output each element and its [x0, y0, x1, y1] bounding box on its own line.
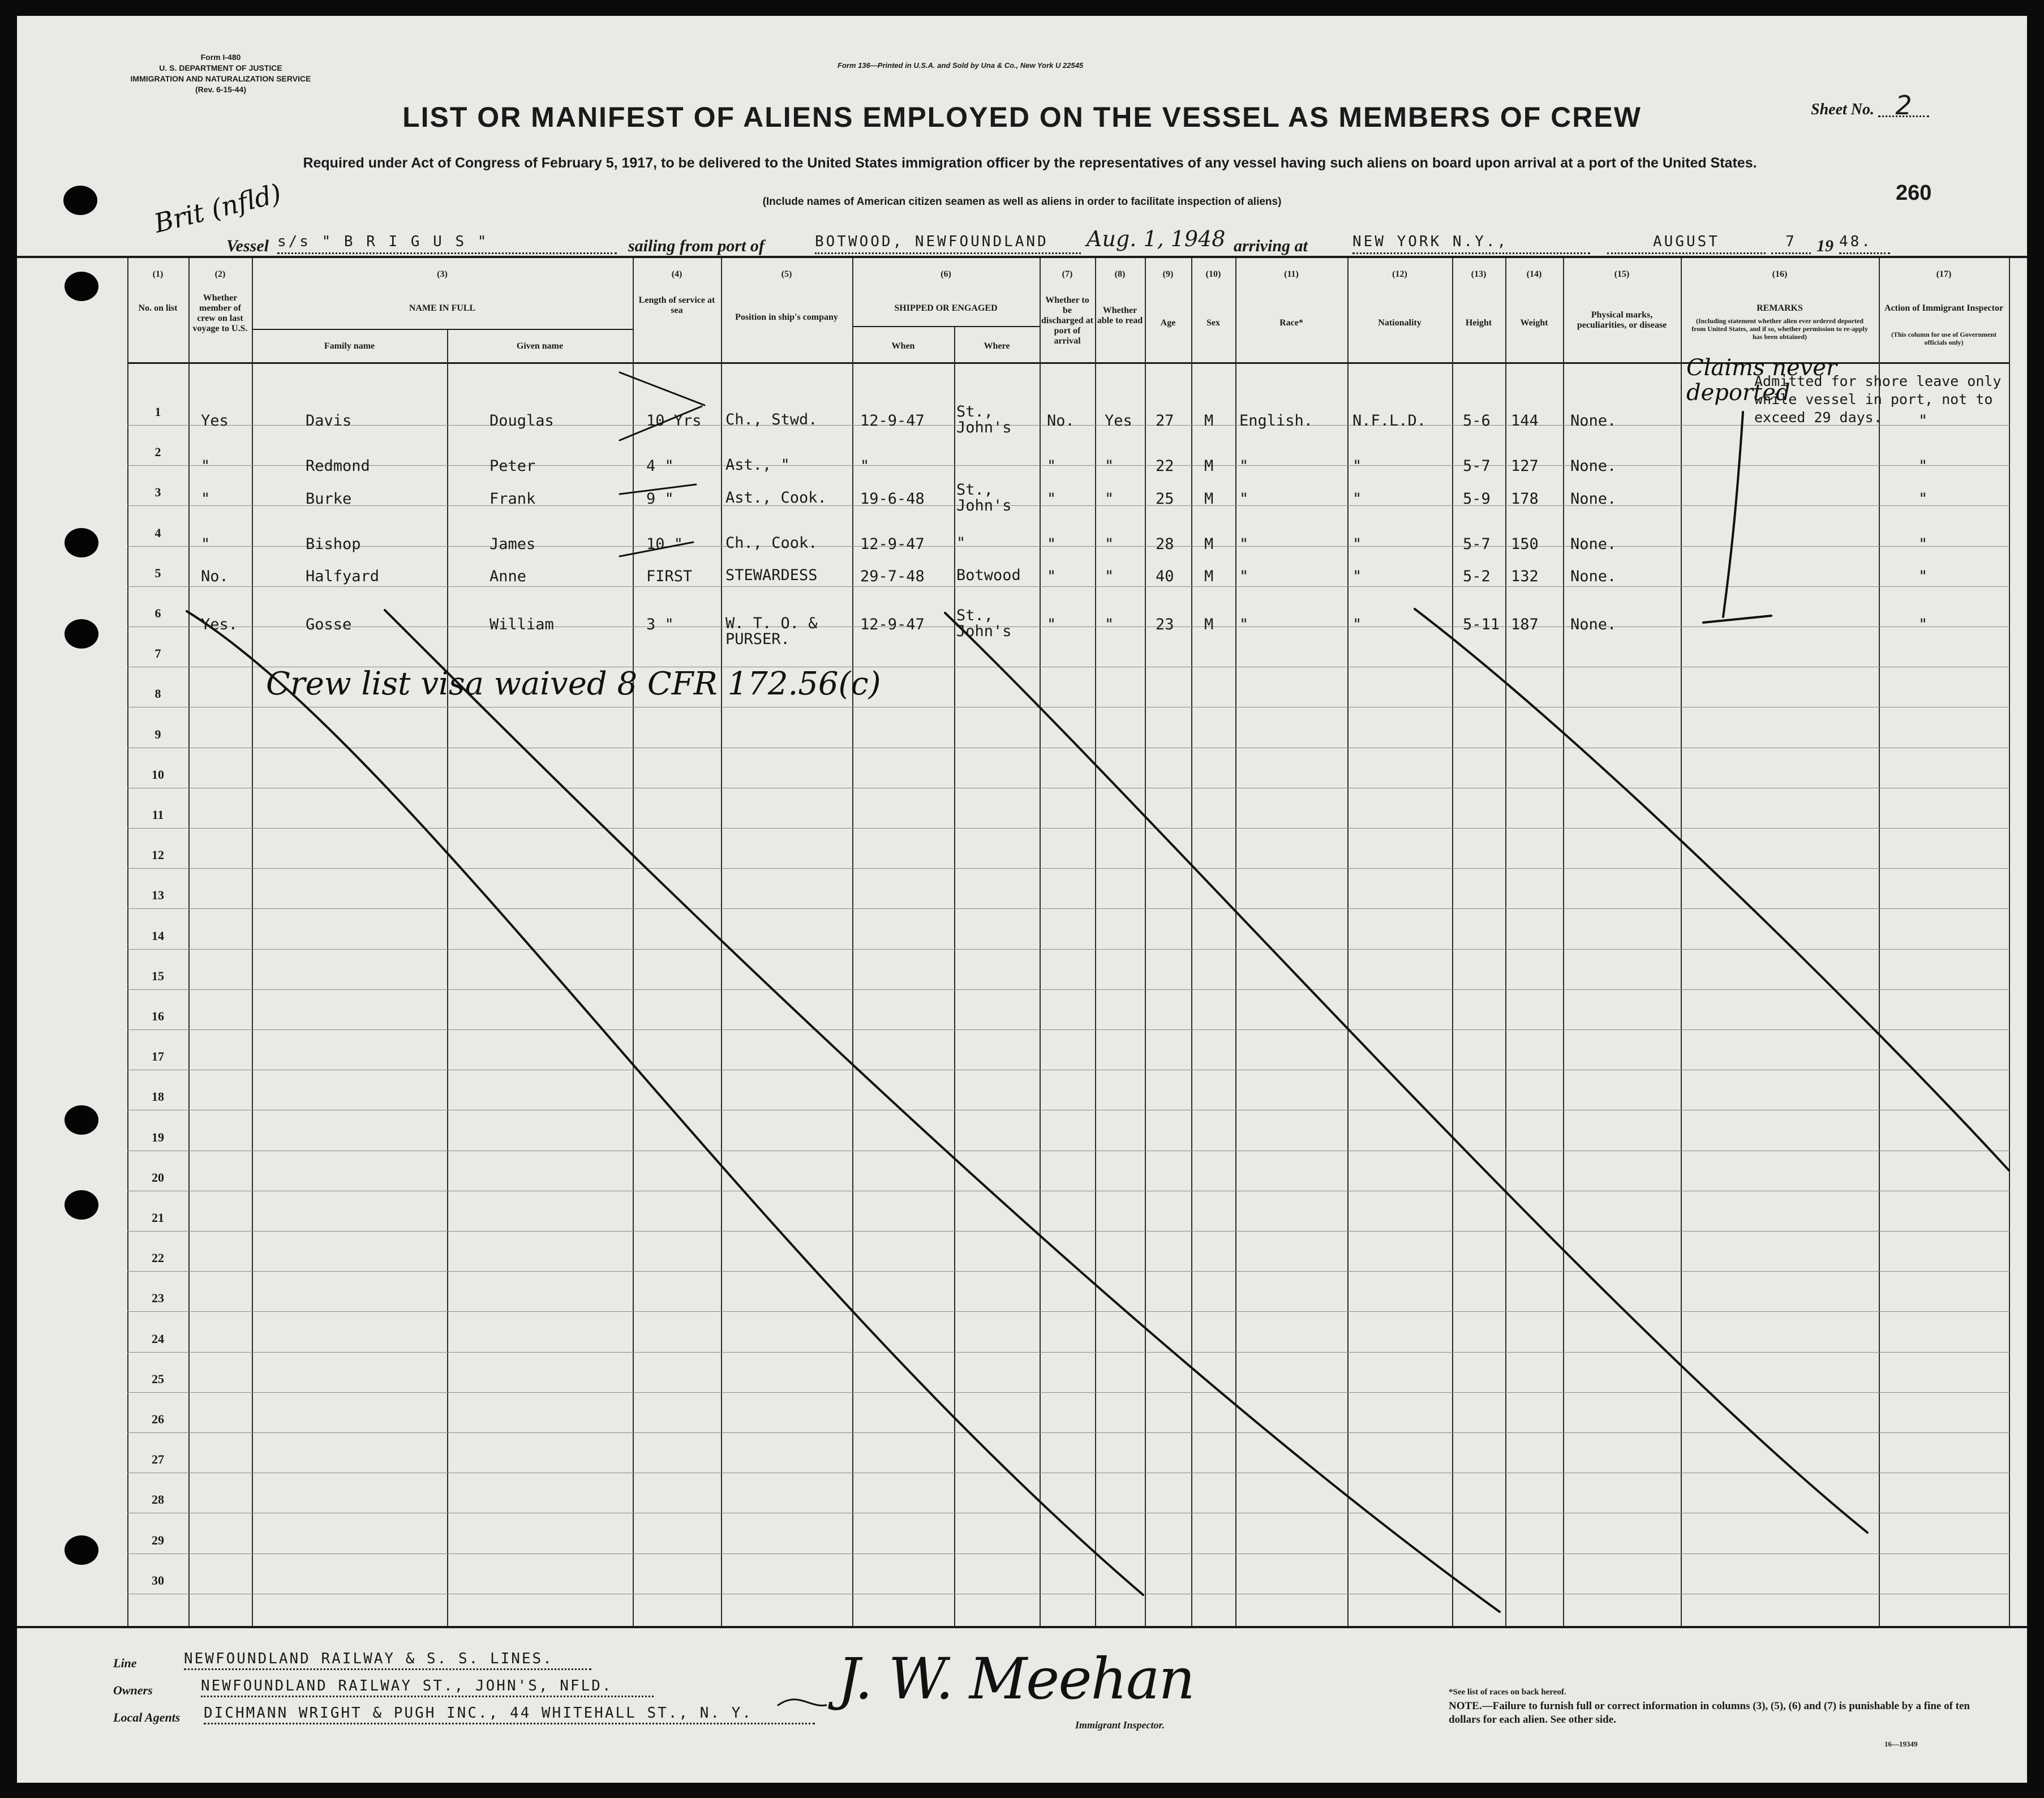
- colnum-1: (1): [152, 269, 164, 279]
- row-number: 28: [152, 1492, 164, 1507]
- row-number: 7: [154, 646, 161, 661]
- row-number: 10: [152, 767, 164, 782]
- failure-note: NOTE.—Failure to furnish full or correct information in columns (3), (5), (6) and (7) is punishable by a fine of ten dollars for each alien. See other side.: [1449, 1700, 1970, 1726]
- colnum-7: (7): [1062, 269, 1073, 279]
- page-title: LIST OR MANIFEST OF ALIENS EMPLOYED ON THE VESSEL AS MEMBERS OF CREW: [402, 101, 1642, 133]
- cell-discharged: ": [1047, 616, 1057, 633]
- arrival-year-prefix: 19: [1817, 237, 1833, 255]
- cell-action: ": [1918, 568, 1928, 585]
- cell-marks: None.: [1570, 412, 1617, 430]
- cell-voyage: Yes.: [201, 616, 238, 633]
- sheet-label: Sheet No.: [1811, 101, 1874, 118]
- cell-nationality: N.F.L.D.: [1352, 412, 1427, 430]
- agents-value: DICHMANN WRIGHT & PUGH INC., 44 WHITEHALL ST., N. Y.: [204, 1705, 815, 1724]
- cell-when: ": [860, 457, 870, 475]
- colnum-5: (5): [781, 269, 792, 279]
- cell-discharged: ": [1047, 490, 1057, 508]
- cell-marks: None.: [1570, 535, 1617, 553]
- cell-age: 22: [1156, 457, 1174, 475]
- row-number: 15: [152, 968, 164, 983]
- colhead-no-on-list: No. on list: [138, 303, 178, 313]
- form-code: 16—19349: [1884, 1740, 1918, 1748]
- cell-marks: None.: [1570, 616, 1617, 633]
- cell-nationality: ": [1352, 568, 1362, 585]
- row-number: 20: [152, 1170, 164, 1185]
- cell-race: ": [1239, 616, 1249, 633]
- cell-position: W. T. O. & PURSER.: [725, 615, 818, 648]
- colnum-17: (17): [1936, 269, 1952, 279]
- row-number: 3: [154, 485, 161, 500]
- row-number: 6: [154, 606, 161, 620]
- cell-given: Anne: [489, 568, 527, 585]
- cell-race: ": [1239, 490, 1249, 508]
- line-label: Line: [113, 1656, 137, 1670]
- row-number: 21: [152, 1211, 164, 1225]
- row-number: 29: [152, 1533, 164, 1547]
- colnum-16: (16): [1772, 269, 1788, 279]
- colnum-12: (12): [1392, 269, 1407, 279]
- cell-where: ": [956, 534, 966, 552]
- cell-position: Ch., Cook.: [725, 534, 818, 552]
- cell-service: 10 ": [646, 535, 684, 553]
- row-number: 2: [154, 445, 161, 460]
- vessel-name: s/s " B R I G U S ": [277, 233, 617, 254]
- cell-service: FIRST: [646, 568, 693, 585]
- colnum-2: (2): [214, 269, 226, 279]
- colhead-nationality: Nationality: [1378, 318, 1422, 328]
- cell-service: 9 ": [646, 490, 674, 508]
- cell-read: ": [1105, 490, 1114, 508]
- cell-age: 25: [1156, 490, 1174, 508]
- cell-height: 5-7: [1463, 457, 1491, 475]
- cell-height: 5-7: [1463, 535, 1491, 553]
- colhead-remarks: REMARKS: [1757, 303, 1803, 313]
- owners-value: NEWFOUNDLAND RAILWAY ST., JOHN'S, NFLD.: [201, 1677, 654, 1697]
- row-number: 24: [152, 1331, 164, 1346]
- sailing-port: BOTWOOD, NEWFOUNDLAND: [815, 233, 1081, 254]
- cell-read: ": [1105, 616, 1114, 633]
- cell-sex: M: [1204, 412, 1214, 430]
- cell-action: ": [1918, 457, 1928, 475]
- colhead-discharged: Whether to be discharged at port of arrival: [1041, 295, 1093, 346]
- colhead-physical-marks: Physical marks, peculiarities, or disease: [1577, 310, 1667, 330]
- cell-weight: 178: [1511, 490, 1539, 508]
- cell-family: Burke: [306, 490, 352, 508]
- include-note: (Include names of American citizen seamen as well as aliens in order to facilitate inspection of aliens): [762, 196, 1282, 208]
- row-number: 23: [152, 1291, 164, 1306]
- colnum-6: (6): [941, 269, 951, 279]
- cell-sex: M: [1204, 535, 1214, 553]
- cancel-strokes: [17, 16, 2027, 1783]
- cell-race: ": [1239, 535, 1249, 553]
- cell-position: Ch., Stwd.: [725, 411, 818, 428]
- row-number: 19: [152, 1130, 164, 1144]
- row-number: 18: [152, 1089, 164, 1104]
- cell-service: 4 ": [646, 457, 674, 475]
- cell-sex: M: [1204, 490, 1214, 508]
- form-revision: (Rev. 6-15-44): [195, 85, 246, 94]
- colnum-14: (14): [1526, 269, 1542, 279]
- colhead-shipped-or-engaged: SHIPPED OR ENGAGED: [894, 303, 998, 313]
- cell-action: ": [1918, 535, 1928, 553]
- row-number: 9: [154, 727, 161, 741]
- line-value: NEWFOUNDLAND RAILWAY & S. S. LINES.: [184, 1650, 591, 1670]
- cell-when: 12-9-47: [860, 412, 925, 430]
- colhead-action: Action of Immigrant Inspector: [1884, 303, 2004, 313]
- cell-sex: M: [1204, 457, 1214, 475]
- cell-action: ": [1918, 616, 1928, 633]
- cell-action: ": [1918, 412, 1928, 430]
- cell-weight: 150: [1511, 535, 1539, 553]
- stamp-number: 260: [1896, 181, 1932, 205]
- colnum-4: (4): [671, 269, 682, 279]
- cell-weight: 187: [1511, 616, 1539, 633]
- cell-height: 5-2: [1463, 568, 1491, 585]
- cell-sex: M: [1204, 568, 1214, 585]
- inspector-signature-label: Immigrant Inspector.: [1075, 1719, 1165, 1731]
- arrival-month: AUGUST: [1607, 233, 1766, 254]
- arrival-day: 7: [1771, 233, 1811, 254]
- row-number: 25: [152, 1371, 164, 1386]
- cell-weight: 132: [1511, 568, 1539, 585]
- cell-when: 12-9-47: [860, 616, 925, 633]
- cell-weight: 127: [1511, 457, 1539, 475]
- row-number: 30: [152, 1573, 164, 1587]
- cell-marks: None.: [1570, 568, 1617, 585]
- cell-voyage: ": [201, 457, 211, 475]
- colhead-height: Height: [1465, 318, 1492, 328]
- sheet-number-value: 2: [1878, 95, 1929, 117]
- cell-family: Halfyard: [306, 568, 380, 585]
- cell-family: Davis: [306, 412, 352, 430]
- sailing-date: Aug. 1, 1948: [1087, 226, 1226, 251]
- row-number: 14: [152, 928, 164, 943]
- row-number: 17: [152, 1049, 164, 1064]
- cell-race: English.: [1239, 412, 1313, 430]
- cell-race: ": [1239, 457, 1249, 475]
- colhead-length-of-service: Length of service at sea: [638, 295, 715, 315]
- colhead-last-voyage: Whether member of crew on last voyage to U.S.: [192, 293, 248, 333]
- form-number: Form I-480: [200, 53, 241, 62]
- arriving-label: arriving at: [1234, 237, 1308, 255]
- arriving-port: NEW YORK N.Y.,: [1352, 233, 1590, 254]
- cell-position: Ast., Cook.: [725, 489, 827, 507]
- cell-given: William: [489, 616, 554, 633]
- cell-read: ": [1105, 568, 1114, 585]
- cell-service: 3 ": [646, 616, 674, 633]
- cell-voyage: ": [201, 535, 211, 553]
- cell-action: ": [1918, 490, 1928, 508]
- cell-given: Peter: [489, 457, 536, 475]
- cell-age: 27: [1156, 412, 1174, 430]
- cell-service: 10 Yrs: [646, 412, 702, 430]
- cell-read: ": [1105, 535, 1114, 553]
- colnum-11: (11): [1284, 269, 1299, 279]
- row-number: 22: [152, 1251, 164, 1265]
- row-number: 27: [152, 1452, 164, 1467]
- cell-voyage: No.: [201, 568, 229, 585]
- manifest-page: [17, 16, 2027, 1783]
- cell-nationality: ": [1352, 457, 1362, 475]
- cell-nationality: ": [1352, 616, 1362, 633]
- row-number: 13: [152, 888, 164, 903]
- inspector-signature: J. W. Meehan: [838, 1646, 1194, 1712]
- cell-voyage: ": [201, 490, 211, 508]
- row-number: 12: [152, 848, 164, 862]
- cell-discharged: No.: [1047, 412, 1075, 430]
- arrival-year: 48.: [1839, 233, 1890, 254]
- colhead-name-in-full: NAME IN FULL: [409, 303, 476, 313]
- colhead-weight: Weight: [1520, 318, 1548, 328]
- cell-voyage: Yes: [201, 412, 229, 430]
- cell-race: ": [1239, 568, 1249, 585]
- cell-read: Yes: [1105, 412, 1132, 430]
- cell-height: 5-11: [1463, 616, 1500, 633]
- cell-read: ": [1105, 457, 1114, 475]
- cell-height: 5-6: [1463, 412, 1491, 430]
- vessel-label: Vessel: [226, 237, 269, 255]
- colhead-family-name: Family name: [324, 341, 375, 351]
- cell-position: STEWARDESS: [725, 567, 818, 584]
- printer-line: Form 136—Printed in U.S.A. and Sold by Una & Co., New York U 22545: [838, 61, 1084, 70]
- cell-where: Botwood: [956, 567, 1021, 584]
- cell-when: 12-9-47: [860, 535, 925, 553]
- cell-nationality: ": [1352, 490, 1362, 508]
- cell-position: Ast., ": [725, 456, 790, 474]
- cell-weight: 144: [1511, 412, 1539, 430]
- colhead-remarks-note: (Including statement whether alien ever ordered deported from United States, and if so, whether permission to re-apply has been obtained): [1691, 317, 1868, 341]
- cell-where: St., John's: [956, 403, 1012, 436]
- cell-when: 29-7-48: [860, 568, 925, 585]
- row-number: 4: [154, 525, 161, 540]
- colnum-13: (13): [1471, 269, 1487, 279]
- cell-discharged: ": [1047, 535, 1057, 553]
- colhead-race: Race*: [1279, 318, 1303, 328]
- cell-family: Redmond: [306, 457, 370, 475]
- colhead-shipped-when: When: [891, 341, 915, 351]
- cell-given: Frank: [489, 490, 536, 508]
- row-number: 8: [154, 686, 161, 701]
- colnum-9: (9): [1162, 269, 1174, 279]
- colnum-3: (3): [437, 269, 448, 279]
- colnum-8: (8): [1114, 269, 1126, 279]
- cell-where: St., John's: [956, 481, 1012, 514]
- handwritten-nationality: Brit (nfld): [151, 178, 285, 239]
- row-number: 16: [152, 1009, 164, 1023]
- cell-discharged: ": [1047, 457, 1057, 475]
- row-number: 1: [154, 405, 161, 419]
- handwritten-visa-note: Crew list visa waived 8 CFR 172.56(c): [266, 666, 881, 702]
- cell-marks: None.: [1570, 457, 1617, 475]
- cell-given: James: [489, 535, 536, 553]
- races-note: *See list of races on back hereof.: [1449, 1688, 1566, 1697]
- sailing-label: sailing from port of: [628, 237, 765, 255]
- cell-discharged: ": [1047, 568, 1057, 585]
- cell-age: 40: [1156, 568, 1174, 585]
- cell-height: 5-9: [1463, 490, 1491, 508]
- agents-label: Local Agents: [113, 1710, 181, 1724]
- colhead-able-to-read: Whether able to read: [1097, 306, 1143, 325]
- cell-where: St., John's: [956, 607, 1012, 640]
- cell-sex: M: [1204, 616, 1214, 633]
- cell-marks: None.: [1570, 490, 1617, 508]
- cell-when: 19-6-48: [860, 490, 925, 508]
- cell-age: 28: [1156, 535, 1174, 553]
- colhead-action-note: (This column for use of Government officials only): [1891, 331, 1997, 346]
- cell-nationality: ": [1352, 535, 1362, 553]
- cell-family: Bishop: [306, 535, 361, 553]
- owners-label: Owners: [113, 1683, 153, 1697]
- colhead-age: Age: [1160, 318, 1176, 328]
- colhead-shipped-where: Where: [984, 341, 1010, 351]
- colhead-position: Position in ship's company: [735, 312, 838, 322]
- cell-given: Douglas: [489, 412, 554, 430]
- row-number: 5: [154, 565, 161, 580]
- colnum-10: (10): [1205, 269, 1221, 279]
- row-number: 26: [152, 1412, 164, 1426]
- page-subtitle: Required under Act of Congress of February 5, 1917, to be delivered to the United States immigration officer by the representatives of any vessel having such aliens on board upon arrival at a port of the United States.: [303, 155, 1757, 171]
- service-name: IMMIGRATION AND NATURALIZATION SERVICE: [130, 74, 311, 83]
- department-name: U. S. DEPARTMENT OF JUSTICE: [159, 63, 282, 72]
- colhead-sex: Sex: [1206, 318, 1220, 328]
- colnum-15: (15): [1614, 269, 1630, 279]
- remarks-typed: Admitted for shore leave only while vessel in port, not to exceed 29 days.: [1754, 373, 2002, 426]
- row-number: 11: [152, 808, 164, 822]
- colhead-given-name: Given name: [516, 341, 564, 351]
- cell-age: 23: [1156, 616, 1174, 633]
- remarks-handwritten: Claims never deported: [1686, 355, 1837, 406]
- cell-family: Gosse: [306, 616, 352, 633]
